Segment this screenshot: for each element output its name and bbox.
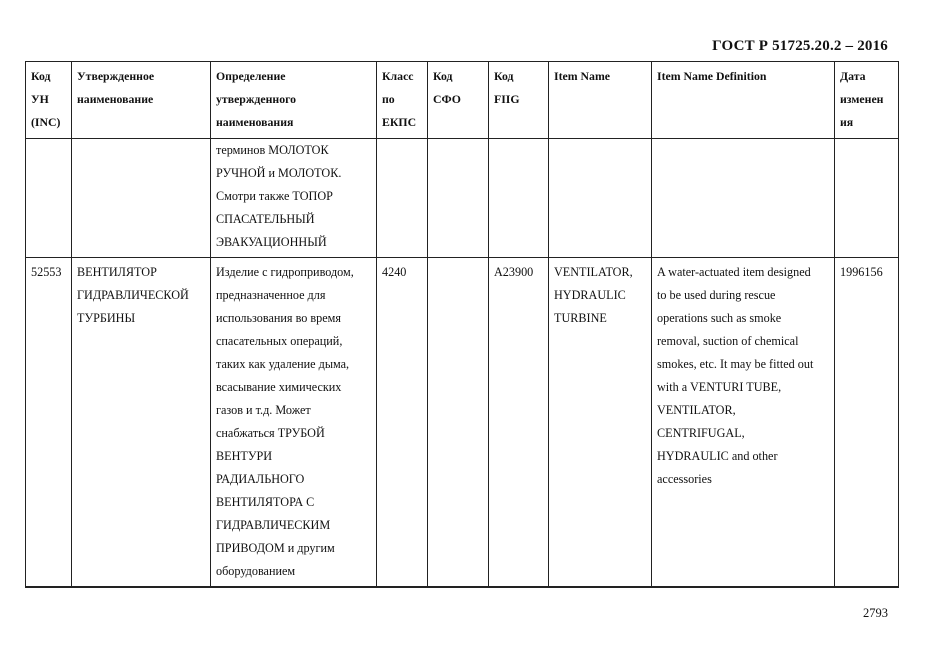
catalog-table [25, 61, 899, 588]
table-header-row [26, 62, 899, 139]
cell-definition: Изделие с гидроприводом, предназначенное для использования во время спасательных операций, таких как удаление дыма, всасывание химических газов и т.д. Может снабжаться ТРУБОЙ ВЕНТУРИ РАДИАЛЬНОГО ВЕНТИЛЯТОРА С ГИДРАВЛИЧЕСКИМ ПРИВОДОМ и другим оборудованием [211, 258, 377, 588]
col-header-class: Класс по ЕКПС [377, 62, 428, 139]
cell-inc: 52553 [26, 258, 72, 588]
col-header-sfo: Код СФО [428, 62, 489, 139]
cell-approved-name: ВЕНТИЛЯТОР ГИДРАВЛИЧЕСКОЙ ТУРБИНЫ [72, 258, 211, 588]
col-header-fiig: Код FIIG [489, 62, 549, 139]
cell-date [835, 139, 899, 258]
table-row [26, 258, 899, 588]
col-header-item-name: Item Name [549, 62, 652, 139]
cell-item-definition [652, 139, 835, 258]
cell-item-name: VENTILATOR, HYDRAULIC TURBINE [549, 258, 652, 588]
cell-fiig [489, 139, 549, 258]
cell-approved-name [72, 139, 211, 258]
col-header-item-definition: Item Name Definition [652, 62, 835, 139]
page-number: 2793 [863, 606, 888, 620]
cell-class [377, 139, 428, 258]
document-code: ГОСТ Р 51725.20.2 – 2016 [712, 38, 888, 54]
cell-item-definition: A water-actuated item designed to be used during rescue operations such as smoke removal, suction of chemical smokes, etc. It may be fitted out with a VENTURI TUBE, VENTILATOR, CENTRIFUGAL, HYDRAULIC and other accessories [652, 258, 835, 588]
cell-fiig: A23900 [489, 258, 549, 588]
col-header-date: Дата изменен ия [835, 62, 899, 139]
cell-item-name [549, 139, 652, 258]
cell-sfo [428, 258, 489, 588]
cell-inc [26, 139, 72, 258]
col-header-definition: Определение утвержденного наименования [211, 62, 377, 139]
cell-date: 1996156 [835, 258, 899, 588]
cell-sfo [428, 139, 489, 258]
cell-definition: терминов МОЛОТОК РУЧНОЙ и МОЛОТОК. Смотри также ТОПОР СПАСАТЕЛЬНЫЙ ЭВАКУАЦИОННЫЙ [211, 139, 377, 258]
col-header-inc: Код УН (INC) [26, 62, 72, 139]
cell-class: 4240 [377, 258, 428, 588]
col-header-approved-name: Утвержденное наименование [72, 62, 211, 139]
table-row [26, 139, 899, 258]
